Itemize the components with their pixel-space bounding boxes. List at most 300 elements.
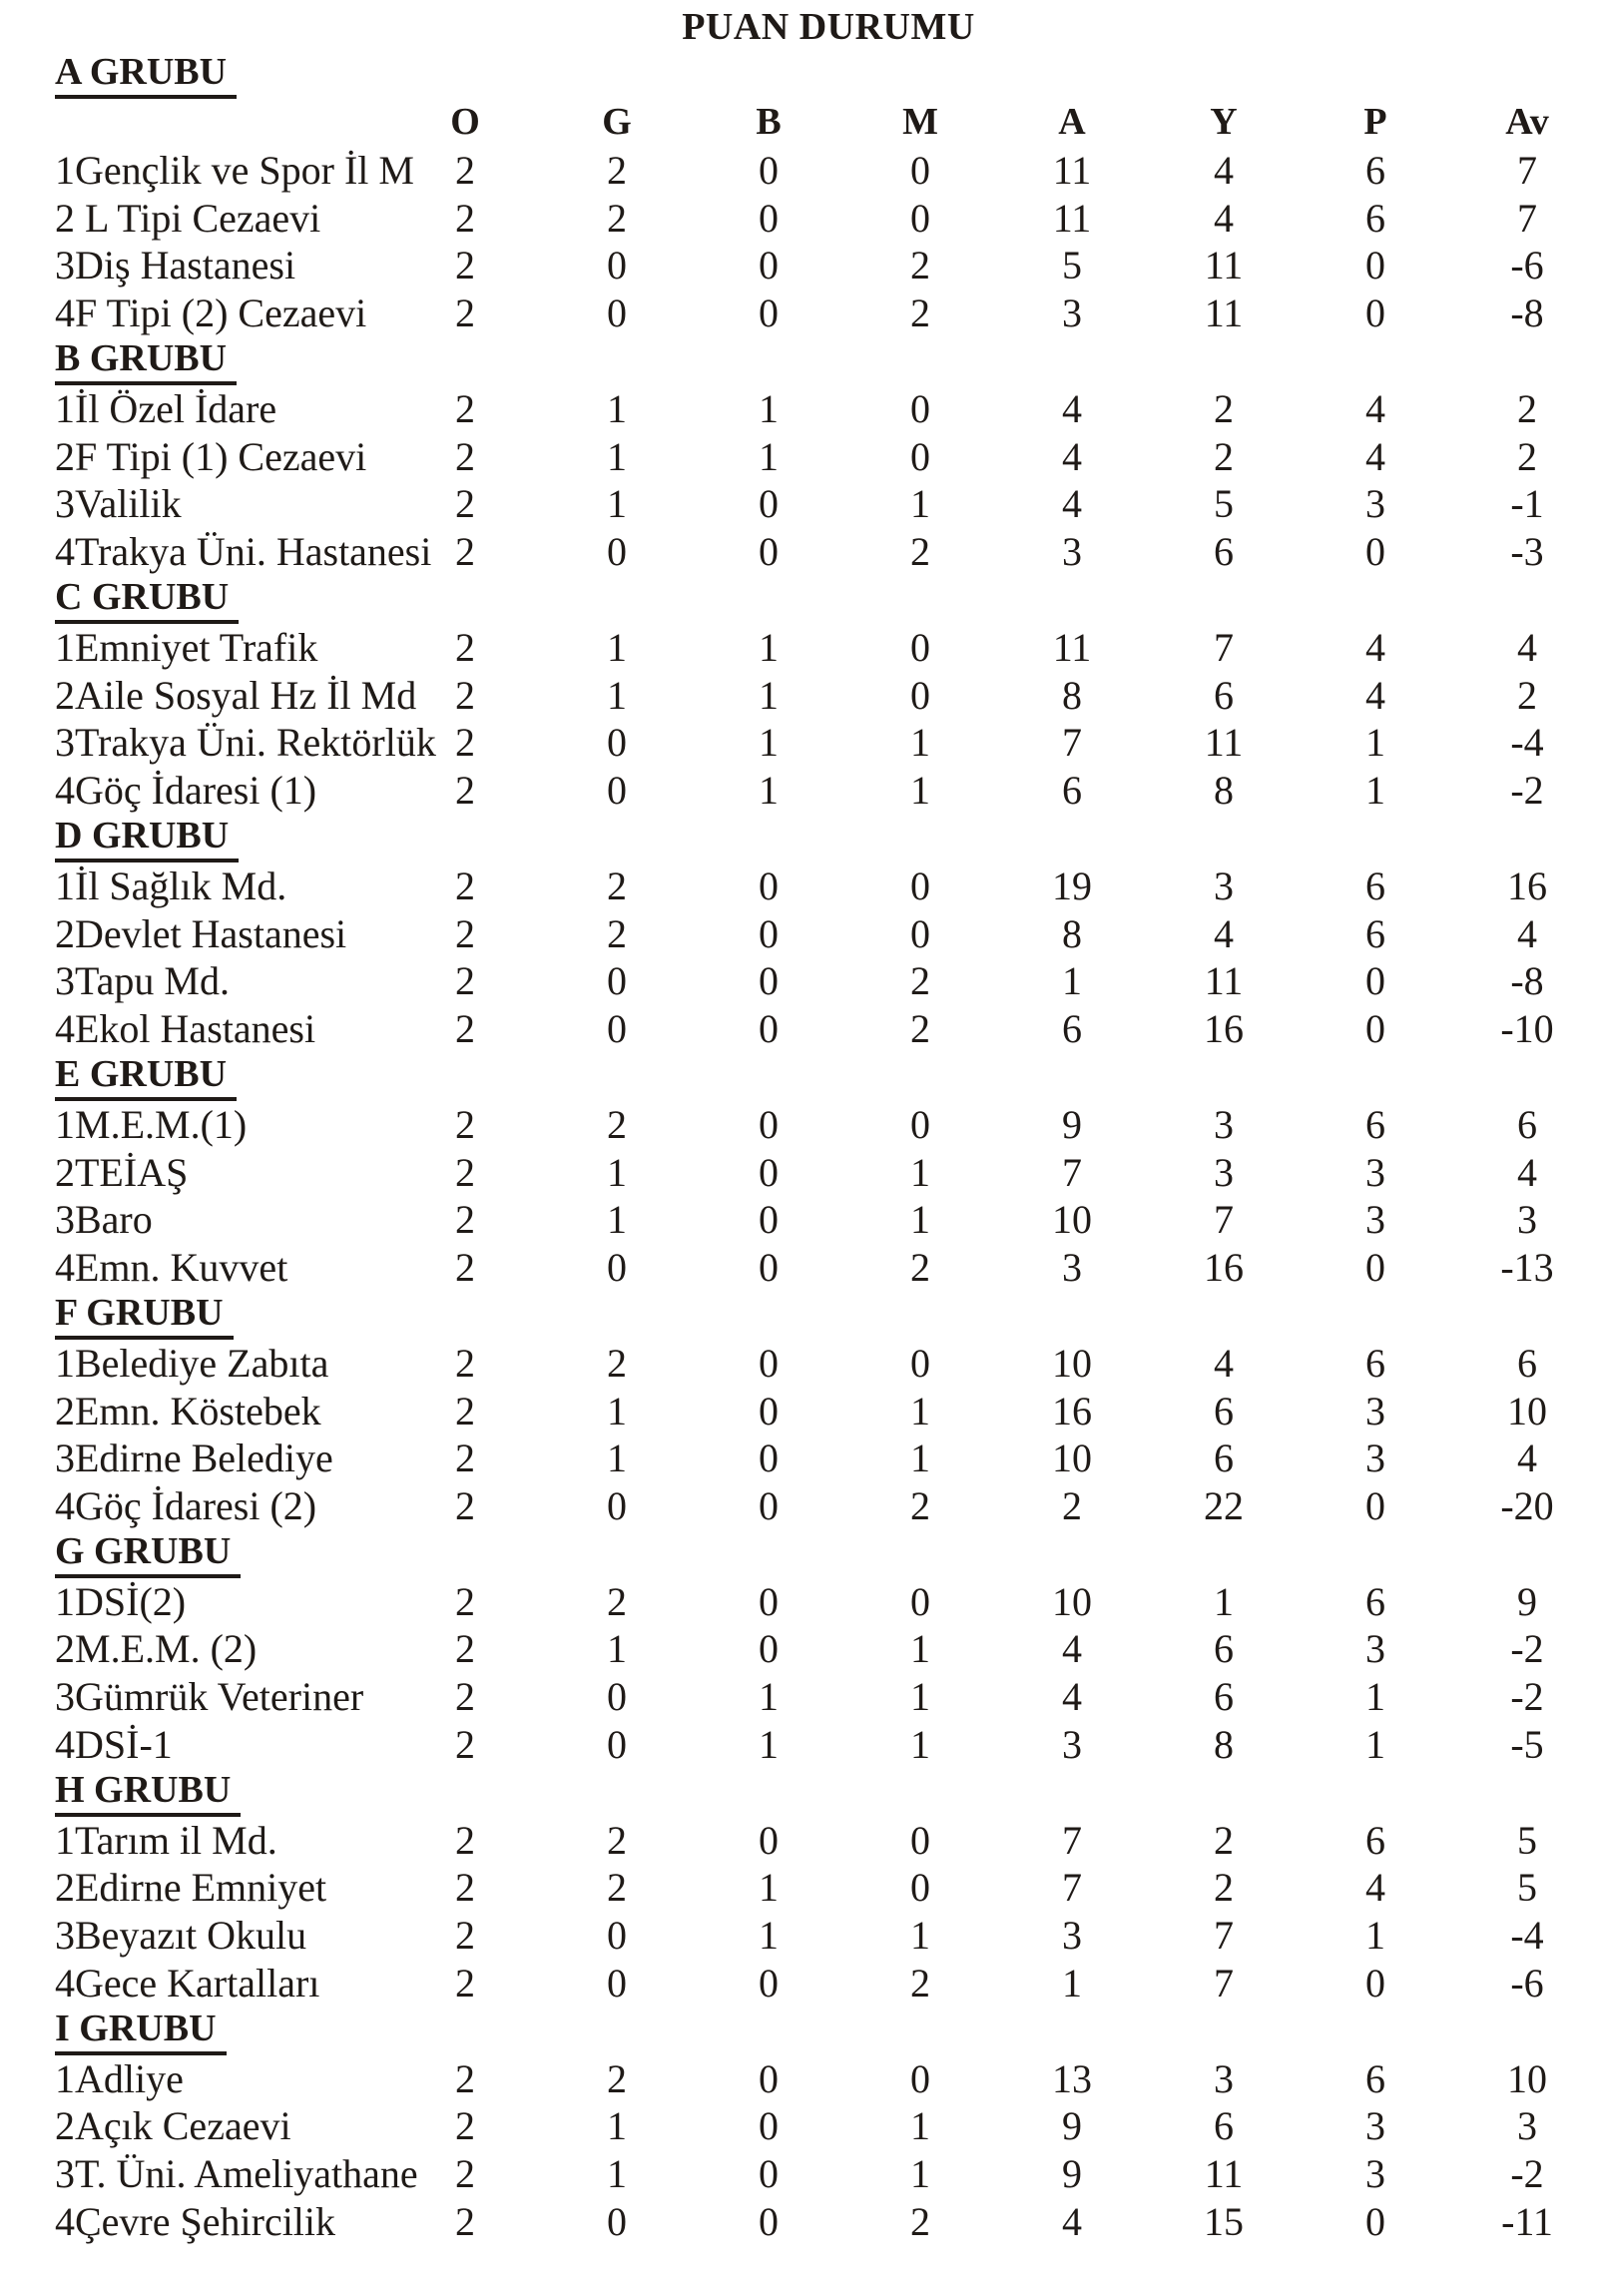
stat-b: 0 <box>759 1626 779 1672</box>
team-row <box>0 1482 1597 1530</box>
stat-p: 3 <box>1365 1388 1385 1434</box>
stat-av: 10 <box>1507 1388 1547 1434</box>
stat-g: 2 <box>607 1578 627 1624</box>
stat-p: 6 <box>1365 195 1385 241</box>
team-name: 3Baro <box>55 1197 153 1243</box>
stat-p: 0 <box>1365 1006 1385 1052</box>
team-row <box>0 1435 1597 1482</box>
team-row <box>0 1005 1597 1053</box>
team-name: 4Gece Kartalları <box>55 1961 320 2007</box>
stat-a: 7 <box>1062 1865 1082 1911</box>
stat-o: 2 <box>455 529 475 575</box>
stat-o: 2 <box>455 147 475 193</box>
team-name: 1Tarım il Md. <box>55 1817 277 1863</box>
stat-o: 2 <box>455 624 475 670</box>
team-row <box>0 1864 1597 1912</box>
stat-av: -20 <box>1500 1483 1554 1529</box>
team-name: 4Trakya Üni. Hastanesi <box>55 529 432 575</box>
stat-m: 1 <box>910 1388 930 1434</box>
group-header: I GRUBU <box>55 2007 227 2055</box>
stat-m: 0 <box>910 195 930 241</box>
team-row <box>0 432 1597 480</box>
stat-b: 0 <box>759 195 779 241</box>
stat-y: 6 <box>1214 529 1234 575</box>
stat-a: 10 <box>1052 1197 1092 1243</box>
stat-g: 1 <box>607 1388 627 1434</box>
stat-a: 11 <box>1052 624 1092 670</box>
stat-av: -5 <box>1510 1722 1544 1768</box>
stat-p: 1 <box>1365 768 1385 814</box>
stat-y: 2 <box>1214 433 1234 479</box>
stat-m: 1 <box>910 1626 930 1672</box>
team-name: 2F Tipi (1) Cezaevi <box>55 433 367 479</box>
stat-p: 3 <box>1365 481 1385 527</box>
group-header: F GRUBU <box>55 1291 234 1340</box>
stat-b: 0 <box>759 1817 779 1863</box>
stat-p: 6 <box>1365 1101 1385 1147</box>
column-header-row <box>0 99 1597 147</box>
stat-y: 3 <box>1214 1101 1234 1147</box>
stat-a: 7 <box>1062 1817 1082 1863</box>
group-header: B GRUBU <box>55 336 237 385</box>
stat-g: 0 <box>607 1483 627 1529</box>
stat-m: 1 <box>910 2103 930 2149</box>
stat-p: 0 <box>1365 1245 1385 1291</box>
column-header-g: G <box>602 101 632 144</box>
team-row <box>0 1673 1597 1721</box>
team-row <box>0 957 1597 1005</box>
column-header-y: Y <box>1210 101 1238 144</box>
stat-b: 1 <box>759 768 779 814</box>
team-name: 4Emn. Kuvvet <box>55 1245 288 1291</box>
stat-p: 1 <box>1365 1722 1385 1768</box>
stat-m: 0 <box>910 147 930 193</box>
standings-table <box>0 51 1597 2246</box>
stat-a: 4 <box>1062 481 1082 527</box>
team-name: 3Diş Hastanesi <box>55 243 296 288</box>
stat-av: -2 <box>1510 2151 1544 2197</box>
stat-o: 2 <box>455 1913 475 1959</box>
stat-g: 1 <box>607 624 627 670</box>
stat-p: 1 <box>1365 720 1385 766</box>
stat-g: 1 <box>607 433 627 479</box>
stat-b: 0 <box>759 529 779 575</box>
stat-a: 3 <box>1062 529 1082 575</box>
stat-a: 8 <box>1062 672 1082 718</box>
stat-m: 1 <box>910 1913 930 1959</box>
stat-b: 0 <box>759 290 779 336</box>
stat-av: 4 <box>1517 624 1537 670</box>
stat-g: 0 <box>607 958 627 1004</box>
stat-av: 2 <box>1517 433 1537 479</box>
stat-y: 6 <box>1214 2103 1234 2149</box>
stat-av: 4 <box>1517 1435 1537 1481</box>
team-name: 1Belediye Zabıta <box>55 1340 329 1386</box>
stat-p: 0 <box>1365 958 1385 1004</box>
stat-o: 2 <box>455 195 475 241</box>
stat-b: 0 <box>759 2151 779 2197</box>
team-name: 4DSİ-1 <box>55 1722 173 1768</box>
stat-m: 2 <box>910 958 930 1004</box>
stat-o: 2 <box>455 1578 475 1624</box>
stat-o: 2 <box>455 1006 475 1052</box>
stat-b: 1 <box>759 1913 779 1959</box>
stat-o: 2 <box>455 1865 475 1911</box>
team-name: 4Göç İdaresi (1) <box>55 768 317 814</box>
stat-g: 2 <box>607 1101 627 1147</box>
stat-a: 2 <box>1062 1483 1082 1529</box>
stat-o: 2 <box>455 1149 475 1195</box>
stat-b: 0 <box>759 1006 779 1052</box>
stat-y: 11 <box>1204 2151 1244 2197</box>
stat-av: 2 <box>1517 385 1537 431</box>
team-name: 3Gümrük Veteriner <box>55 1674 364 1720</box>
stat-y: 6 <box>1214 672 1234 718</box>
stat-p: 0 <box>1365 1483 1385 1529</box>
stat-a: 4 <box>1062 385 1082 431</box>
stat-o: 2 <box>455 1101 475 1147</box>
stat-b: 0 <box>759 1101 779 1147</box>
stat-a: 6 <box>1062 768 1082 814</box>
stat-m: 2 <box>910 1006 930 1052</box>
stat-av: 4 <box>1517 1149 1537 1195</box>
team-row <box>0 2150 1597 2198</box>
stat-a: 3 <box>1062 1245 1082 1291</box>
stat-y: 3 <box>1214 2055 1234 2101</box>
stat-a: 5 <box>1062 243 1082 288</box>
stat-av: 3 <box>1517 2103 1537 2149</box>
stat-a: 3 <box>1062 1722 1082 1768</box>
stat-g: 0 <box>607 1913 627 1959</box>
team-row <box>0 384 1597 432</box>
stat-b: 1 <box>759 1865 779 1911</box>
stat-g: 0 <box>607 768 627 814</box>
stat-p: 4 <box>1365 385 1385 431</box>
stat-o: 2 <box>455 1483 475 1529</box>
stat-o: 2 <box>455 2055 475 2101</box>
team-name: 3Tapu Md. <box>55 958 230 1004</box>
stat-av: -2 <box>1510 768 1544 814</box>
stat-b: 1 <box>759 433 779 479</box>
stat-g: 2 <box>607 195 627 241</box>
team-name: 2Açık Cezaevi <box>55 2103 291 2149</box>
stat-o: 2 <box>455 2103 475 2149</box>
stat-y: 3 <box>1214 1149 1234 1195</box>
stat-av: -6 <box>1510 1961 1544 2007</box>
stat-m: 0 <box>910 1101 930 1147</box>
stat-y: 2 <box>1214 385 1234 431</box>
team-row <box>0 861 1597 909</box>
stat-p: 6 <box>1365 862 1385 908</box>
group-header-line <box>0 1768 1597 1816</box>
stat-m: 2 <box>910 243 930 288</box>
stat-av: 4 <box>1517 910 1537 956</box>
stat-p: 0 <box>1365 243 1385 288</box>
team-name: 4Göç İdaresi (2) <box>55 1483 317 1529</box>
stat-o: 2 <box>455 1435 475 1481</box>
stat-g: 2 <box>607 147 627 193</box>
stat-y: 11 <box>1204 290 1244 336</box>
stat-av: -4 <box>1510 1913 1544 1959</box>
stat-p: 6 <box>1365 1340 1385 1386</box>
team-name: 2 L Tipi Cezaevi <box>55 195 321 241</box>
page-title: PUAN DURUMU <box>682 5 975 48</box>
stat-av: -4 <box>1510 720 1544 766</box>
stat-b: 1 <box>759 672 779 718</box>
stat-m: 0 <box>910 862 930 908</box>
stat-p: 0 <box>1365 2199 1385 2245</box>
stat-b: 0 <box>759 2055 779 2101</box>
stat-g: 0 <box>607 529 627 575</box>
stat-a: 3 <box>1062 290 1082 336</box>
stat-o: 2 <box>455 433 475 479</box>
team-name: 3Valilik <box>55 481 182 527</box>
stat-o: 2 <box>455 862 475 908</box>
stat-g: 1 <box>607 1626 627 1672</box>
stat-a: 4 <box>1062 1674 1082 1720</box>
team-row <box>0 767 1597 815</box>
stat-a: 10 <box>1052 1578 1092 1624</box>
stat-a: 19 <box>1052 862 1092 908</box>
stat-o: 2 <box>455 1245 475 1291</box>
stat-av: 6 <box>1517 1101 1537 1147</box>
group-header-line <box>0 815 1597 862</box>
stat-y: 4 <box>1214 910 1234 956</box>
stat-g: 1 <box>607 672 627 718</box>
team-row <box>0 1339 1597 1387</box>
stat-o: 2 <box>455 720 475 766</box>
stat-a: 9 <box>1062 2103 1082 2149</box>
stat-y: 4 <box>1214 147 1234 193</box>
stat-m: 2 <box>910 1245 930 1291</box>
stat-b: 0 <box>759 481 779 527</box>
stat-g: 1 <box>607 1149 627 1195</box>
team-row <box>0 1912 1597 1960</box>
stat-p: 3 <box>1365 1149 1385 1195</box>
stat-b: 0 <box>759 1483 779 1529</box>
stat-y: 6 <box>1214 1626 1234 1672</box>
stat-p: 3 <box>1365 1197 1385 1243</box>
stat-o: 2 <box>455 672 475 718</box>
group-header-line <box>0 2007 1597 2054</box>
team-name: 2Emn. Köstebek <box>55 1388 321 1434</box>
stat-b: 0 <box>759 2199 779 2245</box>
stat-g: 1 <box>607 385 627 431</box>
team-name: 2TEİAŞ <box>55 1149 189 1195</box>
team-row <box>0 623 1597 671</box>
stat-m: 2 <box>910 529 930 575</box>
team-row <box>0 2054 1597 2102</box>
stat-a: 16 <box>1052 1388 1092 1434</box>
stat-o: 2 <box>455 1340 475 1386</box>
stat-g: 0 <box>607 290 627 336</box>
group-header: G GRUBU <box>55 1529 241 1578</box>
column-header-m: M <box>902 101 938 144</box>
stat-g: 0 <box>607 1245 627 1291</box>
stat-y: 11 <box>1204 958 1244 1004</box>
stat-p: 4 <box>1365 624 1385 670</box>
stat-m: 2 <box>910 2199 930 2245</box>
stat-av: -1 <box>1510 481 1544 527</box>
team-row <box>0 1148 1597 1196</box>
stat-b: 0 <box>759 910 779 956</box>
stat-y: 11 <box>1204 243 1244 288</box>
stat-m: 1 <box>910 720 930 766</box>
stat-a: 13 <box>1052 2055 1092 2101</box>
stat-a: 11 <box>1052 195 1092 241</box>
team-name: 4F Tipi (2) Cezaevi <box>55 290 367 336</box>
stat-p: 0 <box>1365 290 1385 336</box>
stat-o: 2 <box>455 385 475 431</box>
stat-p: 4 <box>1365 1865 1385 1911</box>
stat-av: -2 <box>1510 1626 1544 1672</box>
stat-g: 2 <box>607 1865 627 1911</box>
stat-b: 0 <box>759 2103 779 2149</box>
stat-b: 1 <box>759 624 779 670</box>
stat-y: 6 <box>1214 1388 1234 1434</box>
stat-a: 4 <box>1062 1626 1082 1672</box>
stat-av: -8 <box>1510 958 1544 1004</box>
stat-av: 7 <box>1517 195 1537 241</box>
stat-g: 1 <box>607 1435 627 1481</box>
stat-g: 1 <box>607 2103 627 2149</box>
group-header-line <box>0 1053 1597 1101</box>
stat-o: 2 <box>455 1961 475 2007</box>
stat-m: 0 <box>910 1865 930 1911</box>
group-header-line <box>0 51 1597 99</box>
team-name: 1Gençlik ve Spor İl M <box>55 147 414 193</box>
stat-g: 2 <box>607 2055 627 2101</box>
stat-b: 1 <box>759 720 779 766</box>
group-header: H GRUBU <box>55 1768 241 1817</box>
stat-o: 2 <box>455 910 475 956</box>
stat-av: 3 <box>1517 1197 1537 1243</box>
team-row <box>0 242 1597 289</box>
team-row <box>0 289 1597 337</box>
stat-m: 0 <box>910 433 930 479</box>
stat-av: 9 <box>1517 1578 1537 1624</box>
stat-y: 3 <box>1214 862 1234 908</box>
team-row <box>0 1387 1597 1435</box>
stat-y: 2 <box>1214 1865 1234 1911</box>
stat-m: 1 <box>910 481 930 527</box>
stat-av: -8 <box>1510 290 1544 336</box>
group-header: A GRUBU <box>55 50 237 99</box>
stat-m: 0 <box>910 624 930 670</box>
stat-m: 1 <box>910 1722 930 1768</box>
stat-m: 2 <box>910 1961 930 2007</box>
team-name: 2Devlet Hastanesi <box>55 910 347 956</box>
stat-b: 0 <box>759 1435 779 1481</box>
team-row <box>0 1577 1597 1625</box>
stat-o: 2 <box>455 290 475 336</box>
stat-y: 22 <box>1204 1483 1244 1529</box>
team-row <box>0 2198 1597 2246</box>
group-header: D GRUBU <box>55 814 239 862</box>
stat-b: 0 <box>759 147 779 193</box>
team-row <box>0 1721 1597 1769</box>
stat-m: 1 <box>910 2151 930 2197</box>
stat-g: 2 <box>607 1817 627 1863</box>
stat-m: 0 <box>910 2055 930 2101</box>
stat-av: 5 <box>1517 1817 1537 1863</box>
stat-a: 6 <box>1062 1006 1082 1052</box>
stat-a: 1 <box>1062 958 1082 1004</box>
stat-y: 4 <box>1214 1340 1234 1386</box>
stat-y: 8 <box>1214 1722 1234 1768</box>
team-name: 4Çevre Şehircilik <box>55 2199 336 2245</box>
stat-b: 0 <box>759 958 779 1004</box>
team-row <box>0 1816 1597 1864</box>
team-name: 1İl Özel İdare <box>55 385 277 431</box>
column-header-o: O <box>450 101 480 144</box>
team-name: 1DSİ(2) <box>55 1578 187 1624</box>
team-row <box>0 1625 1597 1673</box>
stat-g: 0 <box>607 1006 627 1052</box>
stat-g: 1 <box>607 2151 627 2197</box>
stat-b: 0 <box>759 1197 779 1243</box>
team-row <box>0 1100 1597 1148</box>
stat-y: 6 <box>1214 1674 1234 1720</box>
stat-av: 16 <box>1507 862 1547 908</box>
group-header-line <box>0 337 1597 385</box>
stat-av: 2 <box>1517 672 1537 718</box>
stat-m: 0 <box>910 1340 930 1386</box>
stat-b: 0 <box>759 1961 779 2007</box>
stat-p: 3 <box>1365 1626 1385 1672</box>
stat-av: 6 <box>1517 1340 1537 1386</box>
stat-p: 6 <box>1365 1578 1385 1624</box>
stat-b: 0 <box>759 243 779 288</box>
stat-o: 2 <box>455 1674 475 1720</box>
stat-b: 0 <box>759 1388 779 1434</box>
stat-a: 7 <box>1062 1149 1082 1195</box>
stat-p: 3 <box>1365 2151 1385 2197</box>
column-header-p: P <box>1363 101 1387 144</box>
team-name: 3T. Üni. Ameliyathane <box>55 2151 418 2197</box>
stat-o: 2 <box>455 1722 475 1768</box>
stat-g: 2 <box>607 910 627 956</box>
stat-m: 1 <box>910 768 930 814</box>
team-name: 2Aile Sosyal Hz İl Md <box>55 672 417 718</box>
column-header-av: Av <box>1505 101 1549 144</box>
team-row <box>0 2102 1597 2150</box>
stat-m: 1 <box>910 1149 930 1195</box>
stat-p: 6 <box>1365 2055 1385 2101</box>
stat-g: 0 <box>607 1961 627 2007</box>
stat-y: 15 <box>1204 2199 1244 2245</box>
stat-g: 0 <box>607 243 627 288</box>
stat-m: 2 <box>910 290 930 336</box>
stat-a: 10 <box>1052 1340 1092 1386</box>
column-header-a: A <box>1058 101 1086 144</box>
stat-p: 1 <box>1365 1913 1385 1959</box>
stat-m: 0 <box>910 910 930 956</box>
stat-av: -11 <box>1501 2199 1553 2245</box>
group-header: E GRUBU <box>55 1052 237 1101</box>
stat-a: 1 <box>1062 1961 1082 2007</box>
team-name: 1M.E.M.(1) <box>55 1101 248 1147</box>
stat-o: 2 <box>455 958 475 1004</box>
stat-b: 0 <box>759 1245 779 1291</box>
stat-y: 16 <box>1204 1245 1244 1291</box>
stat-p: 4 <box>1365 433 1385 479</box>
team-name: 1İl Sağlık Md. <box>55 862 287 908</box>
group-header: C GRUBU <box>55 575 239 624</box>
stat-p: 3 <box>1365 1435 1385 1481</box>
stat-o: 2 <box>455 1197 475 1243</box>
stat-g: 0 <box>607 2199 627 2245</box>
